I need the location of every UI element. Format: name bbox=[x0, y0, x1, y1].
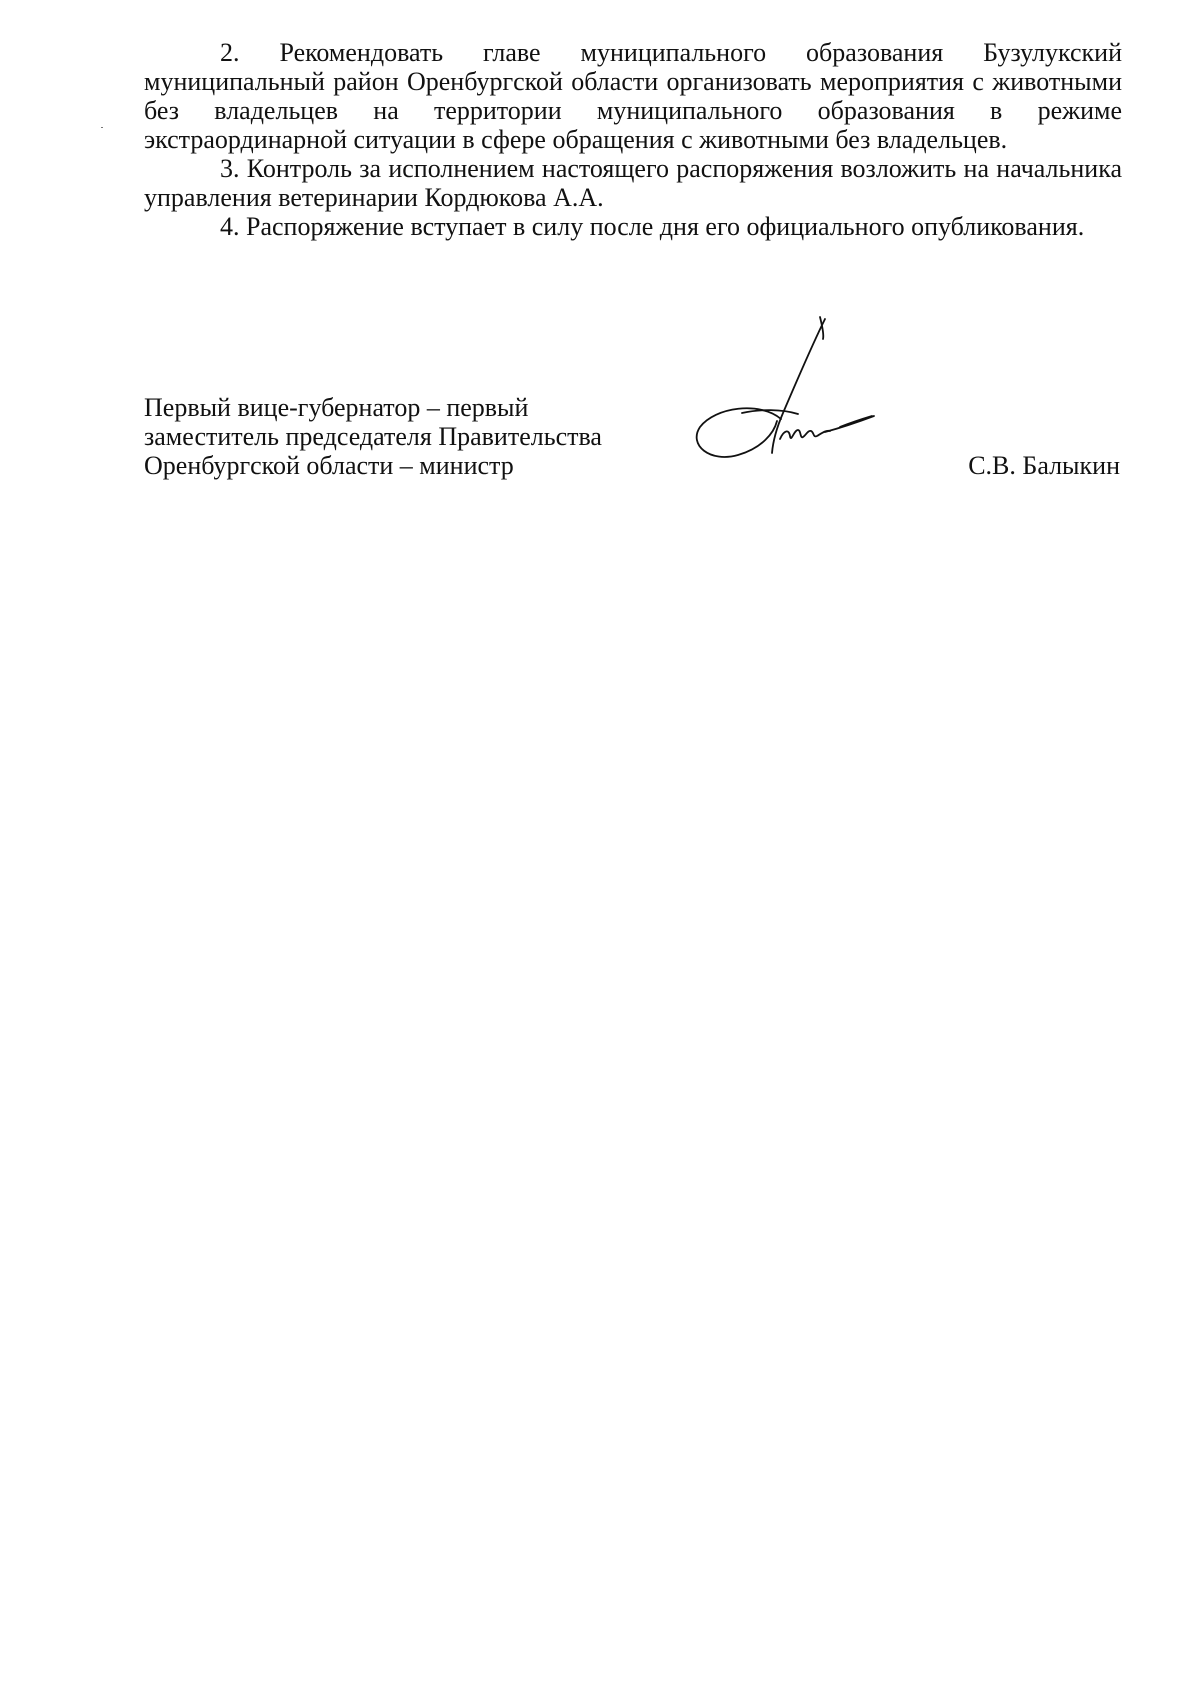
signer-title bbox=[144, 393, 684, 480]
signer-title-line: Первый вице-губернатор – первый bbox=[144, 393, 529, 422]
scan-speck bbox=[101, 127, 103, 128]
signer-title-line: заместитель председателя Правительства bbox=[144, 422, 602, 451]
paragraph-4: 4. Распоряжение вступает в силу после дня его официального опубликования. bbox=[220, 212, 1085, 241]
paragraph-2: 2. Рекомендовать главе муниципального образования Бузулукский муниципальный район Оренбургской области организовать мероприятия с животными без владельцев на территории муниципального образования в режиме экстраординарной ситуации в сфере обращения с животными без владельцев. bbox=[144, 38, 1122, 154]
signer-title-line: Оренбургской области – министр bbox=[144, 451, 514, 480]
signer-name: С.В. Балыкин bbox=[968, 451, 1120, 480]
document-body bbox=[144, 38, 1122, 241]
paragraph-3: 3. Контроль за исполнением настоящего распоряжения возложить на начальника управления ветеринарии Кордюкова А.А. bbox=[144, 154, 1122, 212]
handwritten-signature-icon bbox=[680, 315, 880, 475]
